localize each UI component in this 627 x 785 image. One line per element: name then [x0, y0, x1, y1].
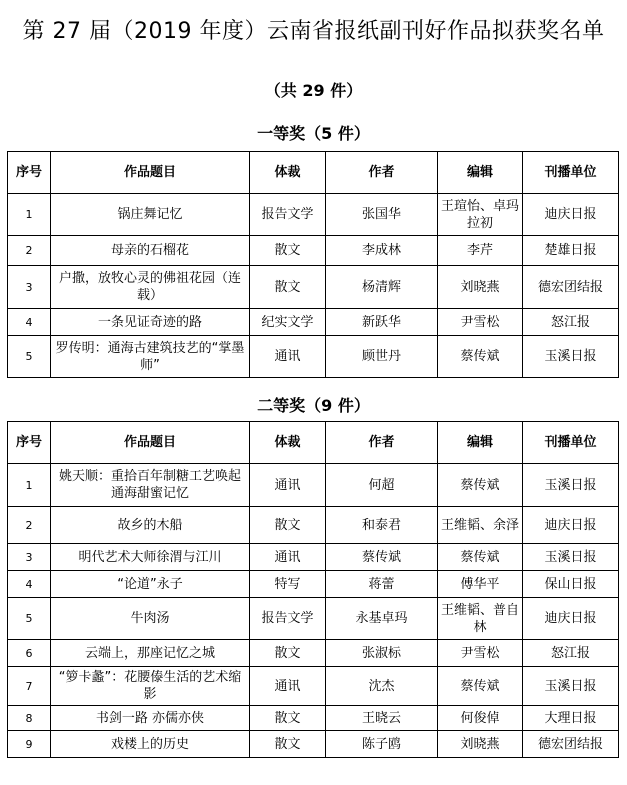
cell-outlet: 玉溪日报 [523, 544, 619, 571]
cell-editor: 李芹 [438, 236, 523, 266]
cell-editor: 王维韬、余泽 [438, 507, 523, 544]
cell-work: 戏楼上的历史 [51, 731, 250, 758]
cell-genre: 散文 [250, 706, 326, 731]
cell-no: 5 [8, 598, 51, 640]
cell-editor: 蔡传斌 [438, 667, 523, 706]
cell-work: 户撒，放牧心灵的佛祖花园（连载） [51, 266, 250, 309]
cell-author: 陈子鸥 [326, 731, 438, 758]
header-outlet: 刊播单位 [523, 152, 619, 194]
header-outlet: 刊播单位 [523, 422, 619, 464]
cell-genre: 报告文学 [250, 194, 326, 236]
table-row [8, 571, 619, 598]
header-no: 序号 [8, 422, 51, 464]
cell-work: “论道”永子 [51, 571, 250, 598]
table-row [8, 266, 619, 309]
table-row [8, 236, 619, 266]
cell-work: 姚天顺：重拾百年制糖工艺唤起通海甜蜜记忆 [51, 464, 250, 507]
cell-genre: 通讯 [250, 667, 326, 706]
cell-work: 一条见证奇迹的路 [51, 309, 250, 336]
table-row [8, 667, 619, 706]
cell-outlet: 德宏团结报 [523, 266, 619, 309]
cell-work: 书剑一路 亦儒亦侠 [51, 706, 250, 731]
cell-no: 3 [8, 544, 51, 571]
cell-no: 3 [8, 266, 51, 309]
table-row [8, 640, 619, 667]
cell-outlet: 怒江报 [523, 309, 619, 336]
cell-genre: 特写 [250, 571, 326, 598]
cell-editor: 王维韬、普自林 [438, 598, 523, 640]
cell-genre: 散文 [250, 731, 326, 758]
cell-author: 永基卓玛 [326, 598, 438, 640]
cell-editor: 傅华平 [438, 571, 523, 598]
table-header-row [8, 422, 619, 464]
section-title-second-prize: 二等奖（9 件） [257, 396, 370, 415]
first-prize-table [7, 151, 619, 378]
cell-author: 蔡传斌 [326, 544, 438, 571]
cell-author: 何超 [326, 464, 438, 507]
cell-outlet: 怒江报 [523, 640, 619, 667]
cell-author: 张淑标 [326, 640, 438, 667]
cell-no: 1 [8, 194, 51, 236]
cell-outlet: 大理日报 [523, 706, 619, 731]
cell-outlet: 玉溪日报 [523, 336, 619, 378]
page-title: 第 27 届（2019 年度）云南省报纸副刊好作品拟获奖名单 [22, 19, 605, 44]
cell-genre: 散文 [250, 266, 326, 309]
cell-work: “箩卡蠡”：花腰傣生活的艺术缩影 [51, 667, 250, 706]
cell-genre: 通讯 [250, 544, 326, 571]
cell-genre: 通讯 [250, 336, 326, 378]
table-row [8, 464, 619, 507]
cell-outlet: 楚雄日报 [523, 236, 619, 266]
cell-author: 新跃华 [326, 309, 438, 336]
cell-work: 明代艺术大师徐渭与江川 [51, 544, 250, 571]
header-editor: 编辑 [438, 422, 523, 464]
table-row [8, 507, 619, 544]
cell-genre: 散文 [250, 507, 326, 544]
cell-editor: 尹雪松 [438, 309, 523, 336]
total-count: （共 29 件） [264, 81, 363, 100]
cell-no: 7 [8, 667, 51, 706]
cell-author: 蒋蕾 [326, 571, 438, 598]
cell-author: 王晓云 [326, 706, 438, 731]
cell-author: 沈杰 [326, 667, 438, 706]
cell-editor: 蔡传斌 [438, 336, 523, 378]
table-row [8, 309, 619, 336]
cell-no: 1 [8, 464, 51, 507]
cell-author: 张国华 [326, 194, 438, 236]
header-work: 作品题目 [51, 152, 250, 194]
cell-editor: 蔡传斌 [438, 544, 523, 571]
cell-author: 和泰君 [326, 507, 438, 544]
table-row [8, 544, 619, 571]
cell-editor: 刘晓燕 [438, 731, 523, 758]
header-work: 作品题目 [51, 422, 250, 464]
cell-no: 5 [8, 336, 51, 378]
cell-outlet: 德宏团结报 [523, 731, 619, 758]
table-row [8, 194, 619, 236]
cell-genre: 散文 [250, 236, 326, 266]
second-prize-table [7, 421, 619, 758]
header-author: 作者 [326, 422, 438, 464]
cell-work: 罗传明：通海古建筑技艺的“掌墨师” [51, 336, 250, 378]
cell-no: 9 [8, 731, 51, 758]
cell-editor: 刘晓燕 [438, 266, 523, 309]
cell-outlet: 迪庆日报 [523, 598, 619, 640]
cell-work: 母亲的石榴花 [51, 236, 250, 266]
table-header-row [8, 152, 619, 194]
cell-outlet: 迪庆日报 [523, 507, 619, 544]
cell-genre: 报告文学 [250, 598, 326, 640]
table-row [8, 706, 619, 731]
cell-no: 2 [8, 236, 51, 266]
cell-work: 云端上，那座记忆之城 [51, 640, 250, 667]
cell-author: 杨清辉 [326, 266, 438, 309]
cell-work: 故乡的木船 [51, 507, 250, 544]
cell-editor: 何俊倬 [438, 706, 523, 731]
cell-author: 顾世丹 [326, 336, 438, 378]
table-row [8, 336, 619, 378]
cell-author: 李成林 [326, 236, 438, 266]
cell-outlet: 玉溪日报 [523, 464, 619, 507]
cell-no: 8 [8, 706, 51, 731]
cell-no: 2 [8, 507, 51, 544]
cell-editor: 尹雪松 [438, 640, 523, 667]
header-editor: 编辑 [438, 152, 523, 194]
cell-no: 4 [8, 309, 51, 336]
header-no: 序号 [8, 152, 51, 194]
cell-genre: 散文 [250, 640, 326, 667]
table-row [8, 731, 619, 758]
header-genre: 体裁 [250, 422, 326, 464]
cell-no: 6 [8, 640, 51, 667]
cell-work: 牛肉汤 [51, 598, 250, 640]
cell-outlet: 玉溪日报 [523, 667, 619, 706]
cell-genre: 通讯 [250, 464, 326, 507]
cell-work: 锅庄舞记忆 [51, 194, 250, 236]
cell-outlet: 保山日报 [523, 571, 619, 598]
cell-genre: 纪实文学 [250, 309, 326, 336]
section-title-first-prize: 一等奖（5 件） [257, 124, 370, 143]
header-genre: 体裁 [250, 152, 326, 194]
cell-outlet: 迪庆日报 [523, 194, 619, 236]
cell-no: 4 [8, 571, 51, 598]
cell-editor: 蔡传斌 [438, 464, 523, 507]
cell-editor: 王瑄怡、卓玛拉初 [438, 194, 523, 236]
header-author: 作者 [326, 152, 438, 194]
table-row [8, 598, 619, 640]
